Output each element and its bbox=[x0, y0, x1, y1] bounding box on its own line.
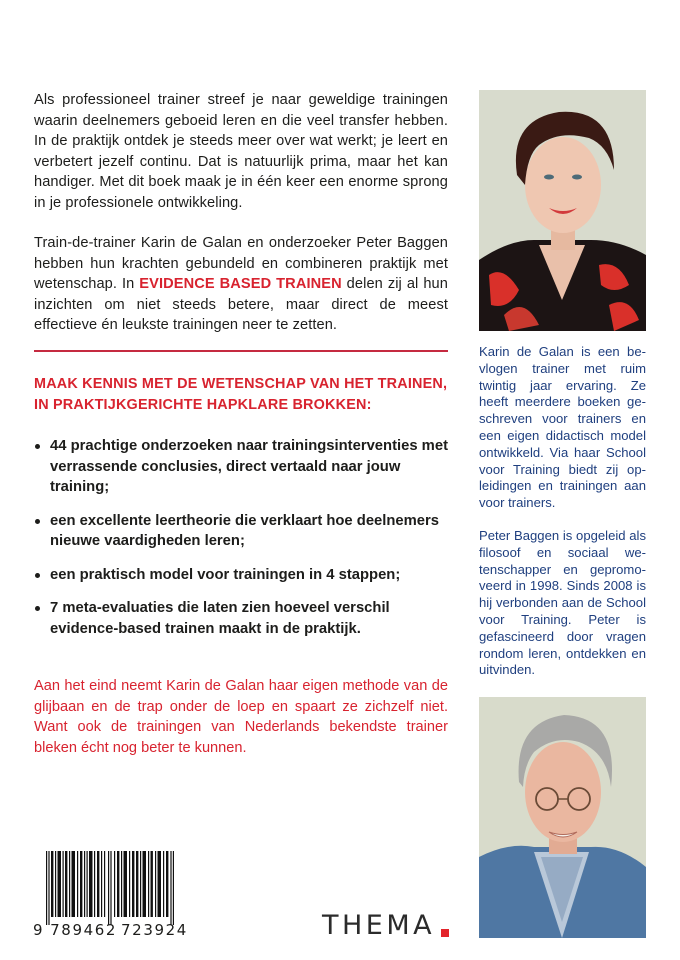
feature-list bbox=[34, 436, 454, 652]
feature-list-item bbox=[34, 511, 454, 552]
intro-paragraph-2 bbox=[34, 233, 448, 336]
closing-paragraph: Aan het eind neemt Karin de Galan haar eigen methode van de glijbaan en de trap onder de loep en spaart ze zichzelf niet. Want ook de trainingen van Nederlands bekendste trainer bleken écht nog beter te kunnen. bbox=[34, 678, 448, 756]
author-bio-peter-baggen: Peter Baggen is opgeleid als filosoof en sociaal wetenschapper en gepromoveerd in 1998. Sinds 2008 is hij verbonden aan de School voor Training. Peter is gefascineerd door vragen rondom leren, ontdekken en uitvinden. bbox=[479, 528, 646, 678]
author-photo-peter-baggen bbox=[479, 697, 646, 938]
feature-text: 7 meta-evaluaties die laten zien hoeveel verschil evidence-based trainen maakt in de praktijk. bbox=[50, 600, 390, 637]
portrait-woman-icon bbox=[479, 90, 646, 331]
section-divider bbox=[34, 350, 448, 352]
feature-text: 44 prachtige onderzoeken naar trainingsinterventies met verrassende conclusies, direct vertaald naar jouw training; bbox=[50, 438, 448, 495]
isbn-group-1: 789462 bbox=[50, 921, 118, 939]
feature-list-item bbox=[34, 598, 454, 639]
feature-list-item bbox=[34, 565, 454, 586]
feature-text: een praktisch model voor trainingen in 4 stappen; bbox=[50, 566, 401, 583]
portrait-man-icon bbox=[479, 697, 646, 938]
bullet-icon bbox=[35, 606, 40, 611]
bullet-icon bbox=[35, 444, 40, 449]
isbn-group-2: 723924 bbox=[121, 921, 188, 939]
author-photo-karin-de-galan bbox=[479, 90, 646, 331]
bullet-icon bbox=[35, 573, 40, 578]
bullet-icon bbox=[35, 519, 40, 524]
intro-paragraph-2-end: delen zij al hun inzichten om niet steeds betere, maar direct de meest effectieve én leukste trainingen neer te zetten. bbox=[34, 276, 448, 333]
feature-text: een excellente leertheorie die verklaart hoe deelnemers nieuwe vaardigheden leren; bbox=[50, 512, 440, 549]
book-title-highlight: EVIDENCE BASED TRAINEN bbox=[139, 276, 342, 292]
publisher-logo: THEMA bbox=[322, 910, 436, 941]
intro-paragraph-1: Als professioneel trainer streef je naar geweldige trainingen waarin deelnemers geboeid leren en die veel transfer hebben. In de praktijk ontdek je steeds meer over wat werkt; je leert en verbetert jezelf continu. Dat is natuurlijk prima, maar het kan handiger. Met dit boek maak je in één keer een enorme sprong in je professionele ontwikkeling. bbox=[34, 92, 448, 211]
section-heading: MAAK KENNIS MET DE WETENSCHAP VAN HET TRAINEN, IN PRAKTIJKGERICHTE HAPKLARE BROKKEN: bbox=[34, 376, 448, 413]
isbn-first-digit: 9 bbox=[33, 921, 45, 939]
intro-paragraph-2-start: Train-de-trainer Karin de Galan en onderzoeker Peter Baggen hebben hun krachten gebundeld en combineren praktijk met wetenschap. In bbox=[34, 235, 448, 292]
isbn-number bbox=[33, 921, 188, 939]
feature-list-item bbox=[34, 436, 454, 498]
author-bio-karin-de-galan: Karin de Galan is een bevlogen trainer met ruim twintig jaar ervaring. Ze heeft meerdere boeken geschreven voor trainers en een eigen didactisch model ontwikkeld. Via haar School voor Training biedt zij opleidingen en trainingen aan voor trainers. bbox=[479, 344, 646, 511]
barcode-icon bbox=[46, 851, 174, 925]
logo-square-icon bbox=[441, 929, 449, 937]
